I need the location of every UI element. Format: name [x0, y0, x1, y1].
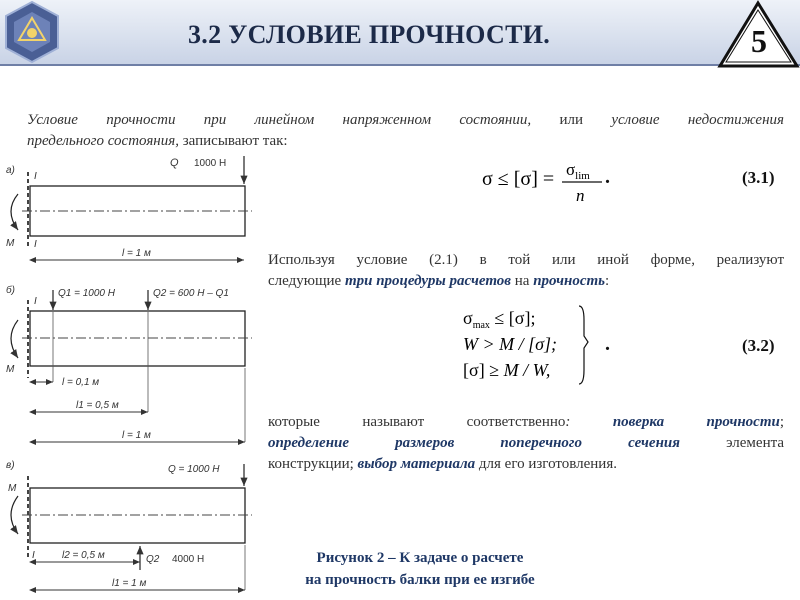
formula-3-1-sigma: σ ≤ [σ] = [482, 168, 555, 190]
scheme-c-moment-arrow [11, 496, 18, 534]
figure-caption [270, 547, 570, 591]
formula-3-2-dot: . [605, 333, 610, 355]
intro-emphasis-2: условие недостижения [611, 112, 784, 128]
bottom-emphasis-1: поверка прочности [612, 414, 780, 430]
scheme-c-len1: l2 = 0,5 м [62, 550, 105, 561]
formula-3-1-denominator: n [576, 186, 585, 205]
intro-emphasis-1: Условие прочности при линейном напряженном состоянии, [27, 112, 532, 128]
middle-paragraph [268, 250, 784, 292]
slide-number: 5 [751, 23, 767, 59]
formula-3-1 [478, 155, 608, 210]
scheme-b-len3: l = 1 м [122, 430, 151, 441]
scheme-c [6, 460, 252, 590]
bottom-colon: : [565, 414, 613, 430]
formula-3-1-numerator: $\sigma_{lim}$ [566, 160, 590, 182]
bottom-text-4: для его изготовления. [475, 456, 617, 472]
scheme-c-len2: l1 = 1 м [112, 578, 147, 589]
scheme-a [6, 156, 252, 260]
formula-3-1-dot: . [605, 166, 610, 188]
caption-line-2: на прочность балки при ее изгибе [305, 572, 535, 588]
bottom-paragraph [268, 412, 784, 475]
scheme-c-label: в) [6, 460, 15, 471]
scheme-b-load1: Q1 = 1000 Н [58, 288, 115, 299]
bottom-text-2: элемента [726, 435, 784, 451]
scheme-b-label: б) [6, 285, 15, 296]
formula-3-2-row-2: W > M / [σ]; [463, 334, 558, 354]
scheme-c-load: Q = 1000 Н [168, 464, 220, 475]
scheme-c-load2: Q2 [146, 554, 160, 565]
scheme-a-sec2: I [34, 239, 37, 250]
scheme-a-moment: M [6, 238, 15, 249]
formula-3-2-number: (3.2) [742, 336, 775, 355]
scheme-b [6, 284, 252, 442]
middle-line-1: Используя условие (2.1) в той или иной форме, реализуют [268, 252, 784, 268]
formula-3-2 [455, 300, 590, 388]
middle-text-2: на [511, 273, 534, 289]
header-divider [0, 64, 800, 66]
bottom-emphasis-2: определение размеров поперечного сечения [268, 435, 680, 451]
scheme-b-moment: M [6, 364, 15, 375]
scheme-b-len1: l = 0,1 м [62, 377, 100, 388]
scheme-c-moment: M [8, 483, 17, 494]
formula-3-2-row-3: [σ] ≥ M / W, [463, 360, 551, 380]
scheme-a-label: а) [6, 165, 15, 176]
scheme-b-load2: Q2 = 600 Н – Q1 [153, 288, 229, 299]
scheme-a-load: Q [170, 157, 179, 169]
intro-emphasis-3: предельного состояния, [27, 133, 179, 149]
middle-emphasis-1: три процедуры расчетов [344, 273, 511, 289]
intro-text-2: записывают так: [178, 133, 288, 149]
middle-text-3: : [605, 273, 610, 289]
middle-emphasis-2: прочность [533, 273, 606, 289]
bottom-semicolon: ; [779, 414, 784, 430]
middle-text-1: следующие [268, 273, 345, 289]
scheme-a-load-value: 1000 Н [194, 158, 227, 169]
intro-text-1: или [531, 112, 612, 128]
scheme-a-sec1: I [34, 171, 37, 182]
formula-3-2-brace [579, 306, 588, 384]
beam-figure [0, 150, 262, 595]
page-title: 3.2 УСЛОВИЕ ПРОЧНОСТИ. [188, 20, 551, 49]
bottom-emphasis-3: выбор материала [357, 456, 476, 472]
bottom-text-1: которые называют соответственно [268, 414, 566, 430]
formula-3-1-number: (3.1) [742, 168, 775, 187]
scheme-c-load2-value: 4000 Н [172, 554, 205, 565]
bottom-text-3: конструкции; [268, 456, 358, 472]
intro-paragraph [27, 110, 784, 152]
formula-3-2-row-1: $\sigma_{max} \le [\sigma]$; [463, 308, 536, 331]
scheme-a-moment-arrow [11, 194, 18, 230]
logo-icon [0, 0, 64, 64]
caption-line-1: Рисунок 2 – К задаче о расчете [316, 550, 524, 566]
scheme-b-moment-arrow [11, 320, 18, 358]
scheme-a-length: l = 1 м [122, 248, 151, 259]
scheme-b-len2: l1 = 0,5 м [76, 400, 119, 411]
scheme-b-sec: I [34, 296, 37, 307]
scheme-c-sec: I [32, 550, 35, 561]
